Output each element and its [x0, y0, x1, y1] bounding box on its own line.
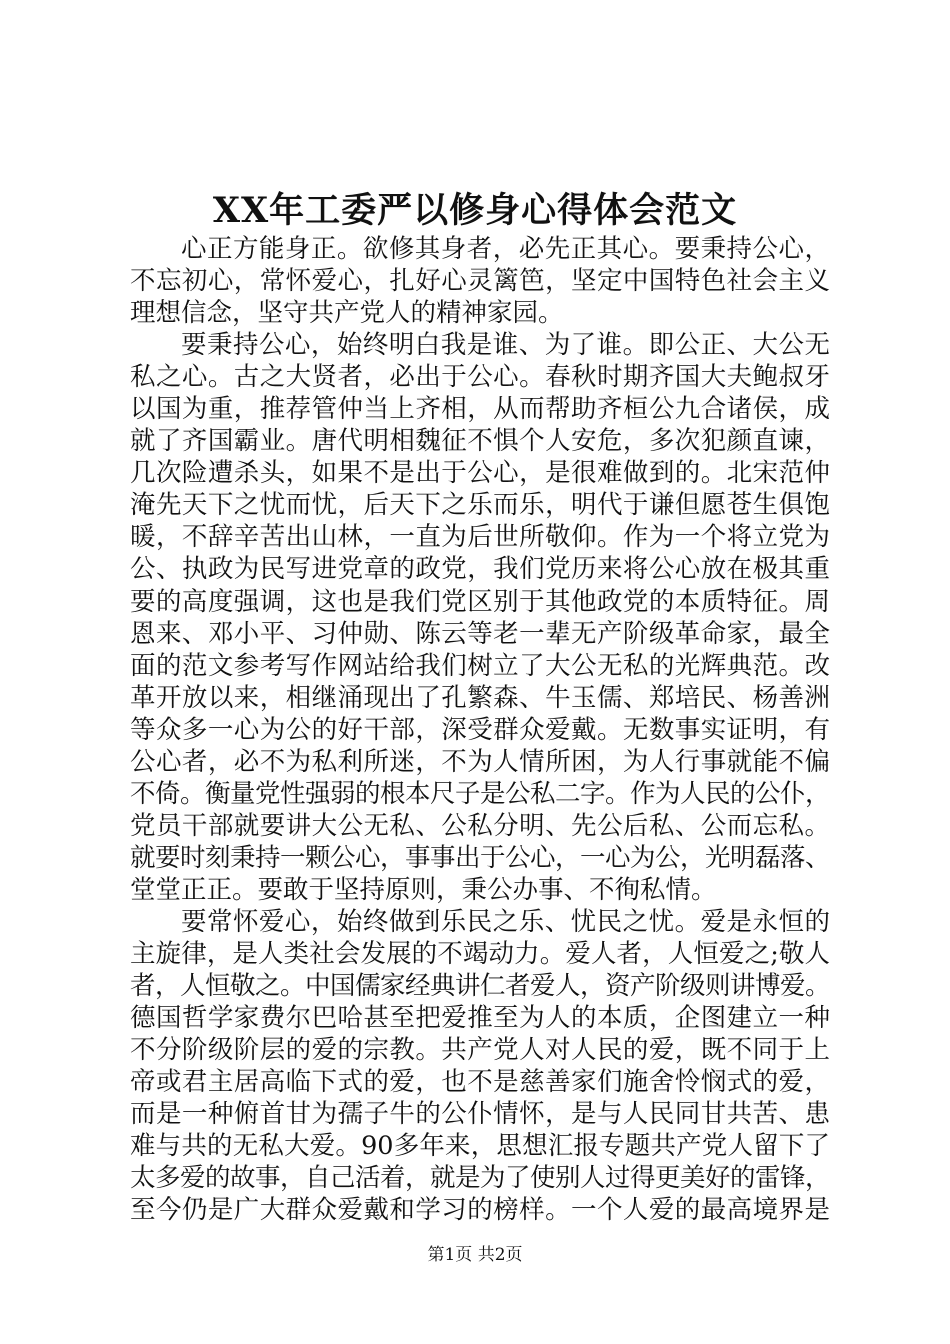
text-line: 帝或君主居高临下式的爱，也不是慈善家们施舍怜悯式的爱，: [130, 1067, 830, 1098]
text-line: 就要时刻秉持一颗公心，事事出于公心，一心为公，光明磊落、: [130, 842, 830, 873]
text-line: 不倚。衡量党性强弱的根本尺子是公私二字。作为人民的公仆，: [130, 778, 830, 809]
text-line: 难与共的无私大爱。90多年来，思想汇报专题共产党人留下了: [130, 1131, 830, 1162]
text-line: 而是一种俯首甘为孺子牛的公仆情怀，是与人民同甘共苦、患: [130, 1099, 830, 1130]
text-line: 恩来、邓小平、习仲勋、陈云等老一辈无产阶级革命家，最全: [130, 618, 830, 649]
document-title: XX年工委严以修身心得体会范文: [212, 190, 738, 231]
text-line: 公心者，必不为私利所迷，不为人情所困，为人行事就能不偏: [130, 746, 830, 777]
text-line: 革开放以来，相继涌现出了孔繁森、牛玉儒、郑培民、杨善洲: [130, 682, 830, 713]
text-line: 以国为重，推荐管仲当上齐相，从而帮助齐桓公九合诸侯，成: [130, 394, 830, 425]
text-line: 党员干部就要讲大公无私、公私分明、先公后私、公而忘私。: [130, 810, 830, 841]
text-line: 要秉持公心，始终明白我是谁、为了谁。即公正、大公无: [181, 330, 830, 361]
text-line: 面的范文参考写作网站给我们树立了大公无私的光辉典范。改: [130, 650, 830, 681]
text-line: 就了齐国霸业。唐代明相魏征不惧个人安危，多次犯颜直谏，: [130, 426, 830, 457]
text-line: 至今仍是广大群众爱戴和学习的榜样。一个人爱的最高境界是: [130, 1195, 830, 1226]
text-line: 心正方能身正。欲修其身者，必先正其心。要秉持公心，: [181, 234, 830, 264]
text-line: 等众多一心为公的好干部，深受群众爱戴。无数事实证明，有: [130, 714, 830, 745]
text-line: 要常怀爱心，始终做到乐民之乐、忧民之忧。爱是永恒的: [181, 906, 830, 937]
text-line: 理想信念，坚守共产党人的精神家园。: [130, 298, 564, 329]
text-line: 公、执政为民写进党章的政党，我们党历来将公心放在极其重: [130, 554, 830, 585]
text-line: 德国哲学家费尔巴哈甚至把爱推至为人的本质，企图建立一种: [130, 1003, 830, 1034]
text-line: 几次险遭杀头，如果不是出于公心，是很难做到的。北宋范仲: [130, 458, 830, 489]
text-line: 暖，不辞辛苦出山林，一直为后世所敬仰。作为一个将立党为: [130, 522, 830, 553]
text-line: 太多爱的故事，自己活着，就是为了使别人过得更美好的雷锋，: [130, 1163, 830, 1194]
text-line: 不忘初心，常怀爱心，扎好心灵篱笆，坚定中国特色社会主义: [130, 266, 830, 297]
document-body: [130, 233, 830, 1226]
text-line: 者，人恒敬之。中国儒家经典讲仁者爱人，资产阶级则讲博爱。: [130, 971, 830, 1002]
text-line: 主旋律，是人类社会发展的不竭动力。爱人者，人恒爱之;敬人: [130, 939, 830, 970]
text-line: 淹先天下之忧而忧，后天下之乐而乐，明代于谦但愿苍生俱饱: [130, 490, 830, 521]
text-line: 不分阶级阶层的爱的宗教。共产党人对人民的爱，既不同于上: [130, 1035, 830, 1066]
text-line: 私之心。古之大贤者，必出于公心。春秋时期齐国大夫鲍叔牙: [130, 362, 830, 393]
text-line: 要的高度强调，这也是我们党区别于其他政党的本质特征。周: [130, 586, 830, 617]
page-footer: 第1页 共2页: [427, 1245, 523, 1265]
text-line: 堂堂正正。要敢于坚持原则，秉公办事、不徇私情。: [130, 874, 717, 905]
